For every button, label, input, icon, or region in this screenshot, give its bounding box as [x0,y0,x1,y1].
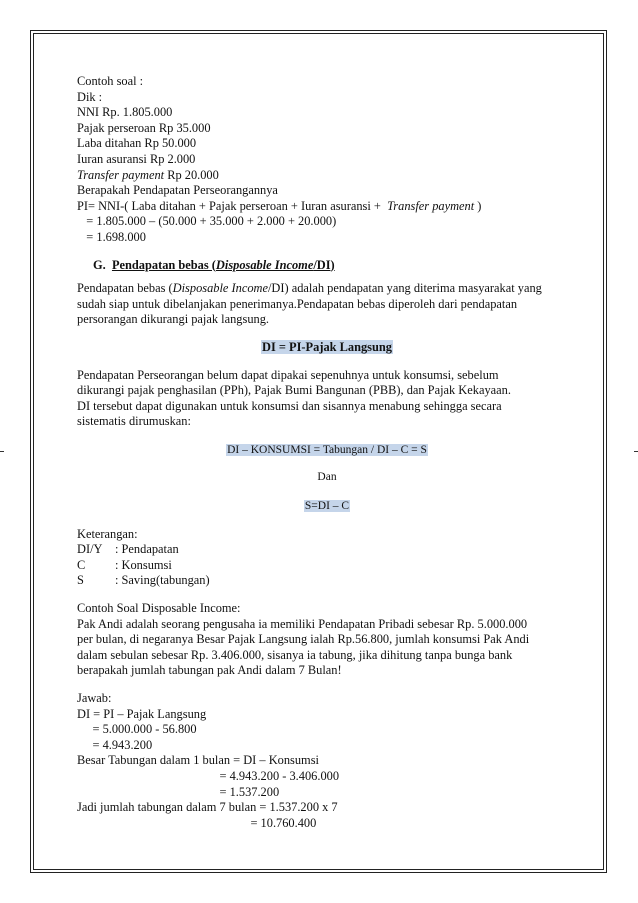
section-g-title-italic: Disposable Income [215,257,314,272]
transfer-value: Rp 20.000 [164,167,219,182]
keterangan-value: : Pendapatan [115,542,179,557]
calc-line-1: = 1.805.000 – (50.000 + 35.000 + 2.000 + 20.000) [77,214,337,229]
section-g-title-pre: Pendapatan bebas ( [111,257,216,272]
pi-formula-pre: PI= NNI-( Laba ditahan + Pajak perseroan + Iuran asuransi + [77,198,388,213]
keterangan-value: : Konsumsi [115,557,172,572]
answer-line-6: = 1.537.200 [77,784,280,799]
example-laba: Laba ditahan Rp 50.000 [77,136,197,151]
answer-line-3: = 4.943.200 [77,737,153,752]
para2-line2: dikurangi pajak penghasilan (PPh), Pajak Bumi Bangunan (PBB), dan Pajak Kekayaan. [77,383,511,398]
example-pajak: Pajak perseroan Rp 35.000 [77,120,211,135]
keterangan-value: : Saving(tabungan) [115,573,210,588]
formula-s-row [77,498,577,515]
para2-line4: sistematis dirumuskan: [77,414,191,429]
pi-formula-post: ) [474,198,482,213]
section-g-title-post: /DI) [313,257,335,272]
section-g-heading [77,258,577,274]
para1-pre: Pendapatan bebas ( [77,281,173,296]
document-content [77,74,577,831]
formula-konsumsi: DI – KONSUMSI = Tabungan / DI – C = S [227,443,427,456]
keterangan-key: S [77,573,84,588]
answer-line-8: = 10.760.400 [77,815,317,830]
keterangan-key: DI/Y [77,542,103,557]
para2-line3: DI tersebut dapat digunakan untuk konsumsi dan sisannya menabung sehingga secara [77,398,502,413]
answer-line-2: = 5.000.000 - 56.800 [77,722,197,737]
pi-formula [77,199,577,215]
jawab-label: Jawab: [77,691,112,705]
keterangan-row [77,573,577,589]
para2-line1: Pendapatan Perseorangan belum dapat dipakai sepenuhnya untuk konsumsi, sebelum [77,367,499,382]
example2-title: Contoh Soal Disposable Income: [77,601,241,616]
answer-line-5: = 4.943.200 - 3.406.000 [77,768,340,783]
example-question: Berapakah Pendapatan Perseorangannya [77,183,278,198]
example-nni: NNI Rp. 1.805.000 [77,105,173,120]
answer-line-4: Besar Tabungan dalam 1 bulan = DI – Konsumsi [77,753,319,768]
dan-label: Dan [317,471,337,484]
formula-di: DI = PI-Pajak Langsung [262,339,392,354]
example-transfer [77,168,577,184]
example2-line4: berapakah jumlah tabungan pak Andi dalam 7 Bulan! [77,663,342,678]
para1-post: /DI) adalah pendapatan yang diterima masyarakat yang [267,281,542,296]
example2-line3: dalam sebulan sebesar Rp. 3.406.000, sisanya ia tabung, jika dihitung tanpa bunga bank [77,647,513,662]
keterangan-row [77,558,577,574]
keterangan-row [77,542,577,558]
transfer-label: Transfer payment [77,167,165,182]
example-title: Contoh soal : [77,74,144,88]
answer-line-7: Jadi jumlah tabungan dalam 7 bulan = 1.537.200 x 7 [77,800,338,815]
para1-line2: sudah siap untuk dibelanjakan penerimanya.Pendapatan bebas diperoleh dari pendapatan [77,296,518,311]
example2-line1: Pak Andi adalah seorang pengusaha ia memiliki Pendapatan Pribadi sebesar Rp. 5.000.000 [77,616,528,631]
keterangan-title: Keterangan: [77,526,138,541]
section-g-title [112,258,335,272]
example-iuran: Iuran asuransi Rp 2.000 [77,151,196,166]
keterangan-key: C [77,557,86,572]
left-edge-mark [0,451,4,452]
pi-formula-italic: Transfer payment [387,198,475,213]
example2-line2: per bulan, di negaranya Besar Pajak Langsung ialah Rp.56.800, jumlah konsumsi Pak Andi [77,632,530,647]
para1-line3: persorangan dikurangi pajak langsung. [77,312,270,327]
answer-line-1: DI = PI – Pajak Langsung [77,706,207,721]
calc-line-2: = 1.698.000 [77,229,146,244]
example-dik: Dik : [77,89,103,104]
para1-line1 [77,281,577,297]
formula-s: S=DI – C [304,500,350,513]
para1-italic: Disposable Income [172,281,268,296]
formula-konsumsi-row [77,442,577,459]
right-edge-mark [634,451,638,452]
section-g-letter: G. [93,257,106,272]
formula-di-row [77,340,577,356]
